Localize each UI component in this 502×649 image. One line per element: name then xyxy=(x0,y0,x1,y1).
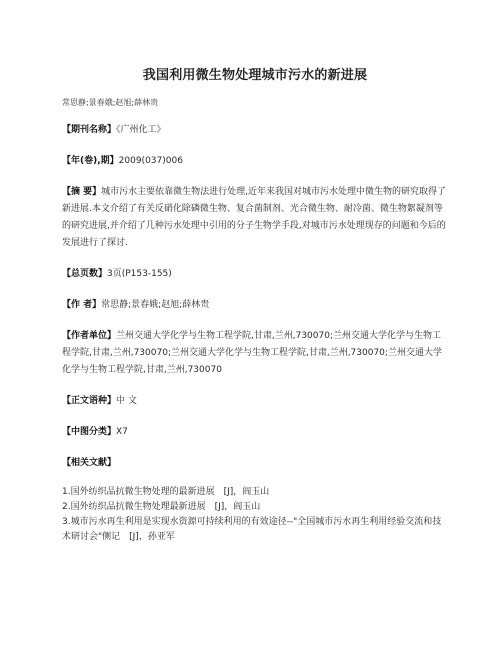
reference-item: 2.国外纺织品抗微生物处理最新进展 [J]，阎玉山 xyxy=(62,502,261,512)
field-label: 【摘 要】 xyxy=(62,187,102,197)
field-value: 《广州化工》 xyxy=(116,125,166,135)
field-label: 【正文语种】 xyxy=(62,396,117,406)
field-value: 城市污水主要依靠微生物法进行处理,近年来我国对城市污水处理中微生物的研究取得了新进展.本文介绍了有关反硝化除磷微生物、复合菌制剂、光合微生物、耐冷菌、微生物絮凝剂等的研究进展,并介绍了几种污水处理中引用的分子生物学手段,对城市污水处理现存的问题和今后的发展进行了探讨. xyxy=(62,187,447,248)
author-line: 常思静;景春娥;赵旭;薛林贵 xyxy=(62,98,159,107)
reference-item: 3.城市污水再生利用是实现水资源可持续利用的有效途径--"全国城市污水再生利用经验交流和技术研讨会"侧记 [J]，孙亚军 xyxy=(62,517,442,542)
field-label: 【总页数】 xyxy=(62,269,108,279)
field-value: 3页(P153-155) xyxy=(107,269,172,279)
field-value: 常思静;景春娥;赵旭;薛林贵 xyxy=(101,300,210,310)
reference-list xyxy=(62,485,448,545)
document-title: 我国利用微生物处理城市污水的新进展 xyxy=(142,68,368,83)
field-label: 【期刊名称】 xyxy=(62,125,117,135)
field-author xyxy=(62,297,448,314)
field-label: 【中图分类】 xyxy=(62,427,117,437)
field-abstract xyxy=(62,184,448,252)
field-value: 中 文 xyxy=(116,396,137,406)
field-label: 【相关文献】 xyxy=(62,458,117,468)
field-language xyxy=(62,393,448,410)
field-label: 【作者单位】 xyxy=(62,331,117,341)
field-classification xyxy=(62,424,448,441)
field-value: X7 xyxy=(116,427,128,437)
field-value: 兰州交通大学化学与生物工程学院,甘肃,兰州,730070;兰州交通大学化学与生物工程学院,甘肃,兰州,730070;兰州交通大学化学与生物工程学院,甘肃,兰州,730070;兰州交通大学化学与生物工程学院,甘肃,兰州,730070 xyxy=(62,331,442,375)
field-value: 2009(037)006 xyxy=(118,156,183,166)
field-pages xyxy=(62,266,448,283)
field-label: 【年(卷),期】 xyxy=(62,156,119,166)
field-year-issue xyxy=(62,153,448,170)
field-affiliation xyxy=(62,328,448,379)
reference-item: 1.国外纺织品抗微生物处理的最新进展 [J]，阎玉山 xyxy=(62,487,270,497)
field-label: 【作 者】 xyxy=(62,300,102,310)
field-related xyxy=(62,455,448,472)
field-journal xyxy=(62,122,448,139)
